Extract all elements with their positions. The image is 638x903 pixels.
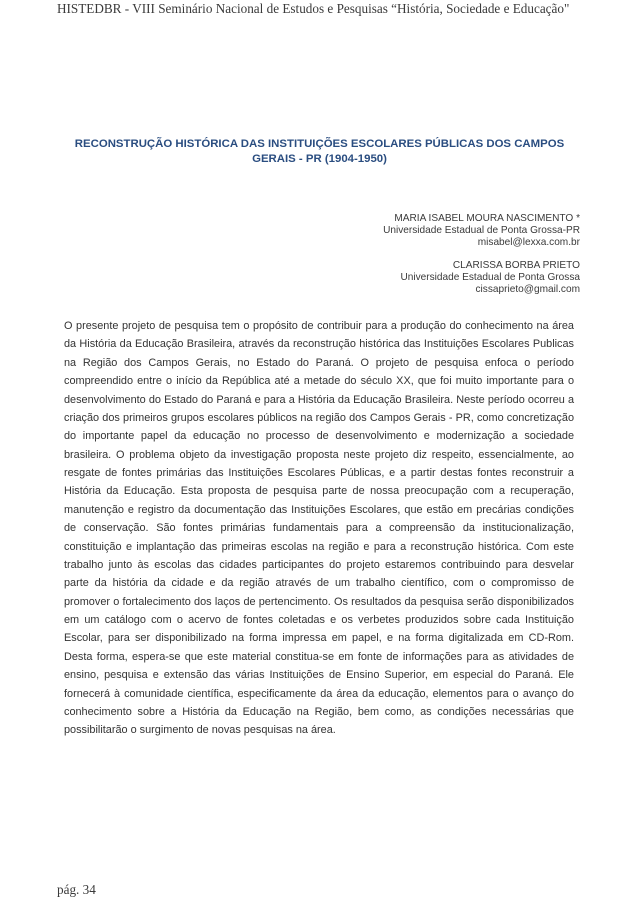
- author-list: [280, 213, 580, 296]
- paper-title: RECONSTRUÇÃO HISTÓRICA DAS INSTITUIÇÕES ESCOLARES PÚBLICAS DOS CAMPOS GERAIS - PR (1904-1950): [74, 138, 565, 165]
- page-number: pág. 34: [57, 882, 96, 897]
- author-name: MARIA ISABEL MOURA NASCIMENTO *: [394, 213, 580, 224]
- author-email: misabel@lexxa.com.br: [477, 237, 580, 249]
- author-email: cissaprieto@gmail.com: [475, 284, 580, 296]
- author-affiliation: Universidade Estadual de Ponta Grossa-PR: [383, 225, 580, 237]
- author-affiliation: Universidade Estadual de Ponta Grossa: [400, 271, 580, 283]
- author-1: [280, 213, 580, 250]
- author-name: CLARISSA BORBA PRIETO: [452, 259, 580, 271]
- author-2: [280, 260, 580, 297]
- abstract-paragraph: O presente projeto de pesquisa tem o propósito de contribuir para a produção do conhecimento na área da História da Educação Brasileira, através da reconstrução histórica das Instituições Escolares Publicas na Região dos Campos Gerais, no Estado do Paraná. O projeto de pesquisa enfoca o período compreendido entre o início da República até a metade do século XX, que foi muito importante para o desenvolvimento do Estado do Paraná e para a História da Educação Brasileira. Neste período ocorreu a criação dos primeiros grupos escolares públicos na região dos Campos Gerais - PR, como concretização do importante papel da educação no processo de desenvolvimento e modernização a sociedade brasileira. O problema objeto da investigação proposta neste projeto diz respeito, essencialmente, ao resgate de fontes primárias das Instituições Escolares Públicas, e a partir destas fontes reconstruir a História da Educação. Esta proposta de pesquisa parte de nossa preocupação com a recuperação, manutenção e registro da documentação das Instituições Escolares, que estão em precárias condições de conservação. São fontes primárias fundamentais para a compreensão da institucionalização, constituição e implantação das primeiras escolas na região e para a reconstrução histórica. Com este trabalho junto às escolas das cidades participantes do projeto estaremos contribuindo para desvelar parte da história da cidade e da região através de um trabalho científico, com o compromisso de promover o fortalecimento dos laços de pertencimento. Os resultados da pesquisa serão disponibilizados em um catálogo com o acervo de fontes coletadas e os verbetes produzidos sobre cada Instituição Escolar, para ser disponibilizado na forma impressa em papel, e na forma digitalizada em CD-Rom. Desta forma, espera-se que este material constitua-se em fonte de informações para as atividades de ensino, pesquisa e extensão das várias Instituições de Ensino Superior, em especial do Paraná. Ele fornecerá à comunidade científica, especificamente da área da educação, elementos para o avanço do conhecimento sobre a História da Educação na Região, bem como, as condições necessárias que possibilitarão o surgimento de novas pesquisas na área.: [64, 320, 574, 737]
- running-header: HISTEDBR - VIII Seminário Nacional de Estudos e Pesquisas “História, Sociedade e Educação": [57, 1, 570, 16]
